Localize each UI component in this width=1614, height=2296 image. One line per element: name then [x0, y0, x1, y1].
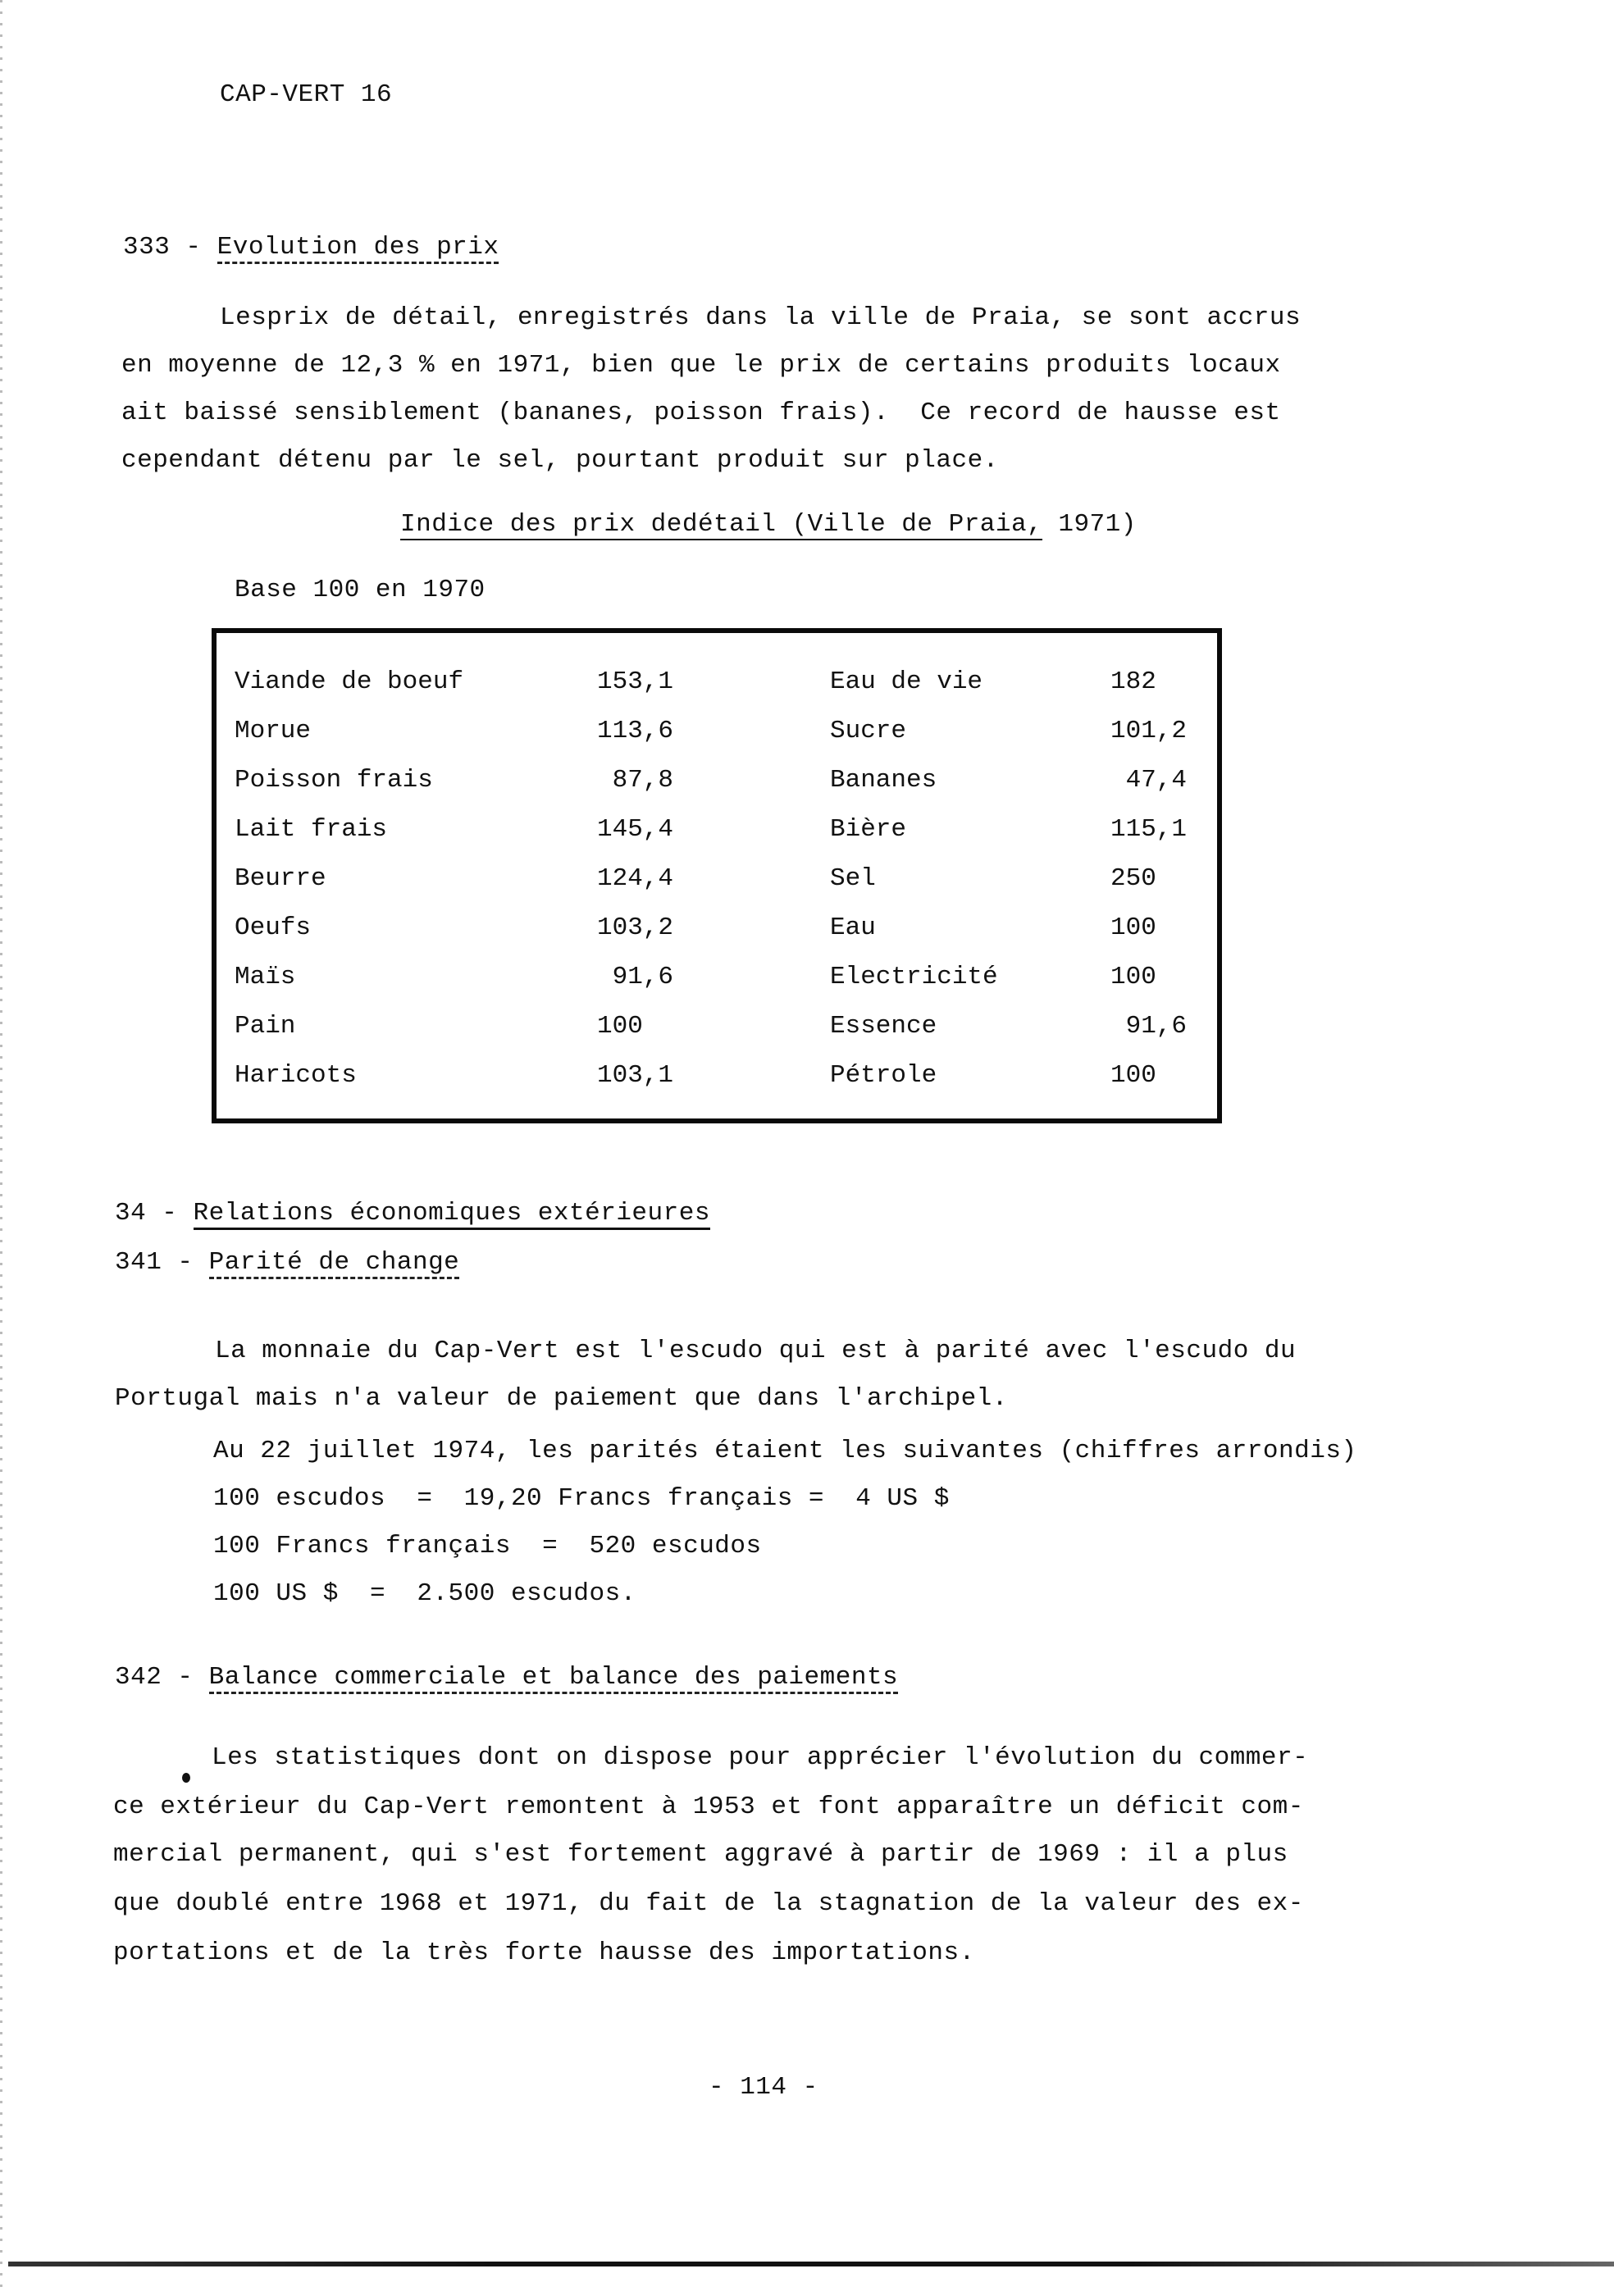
table-row: [217, 1059, 1217, 1092]
paragraph-line: Lesprix de détail, enregistrés dans la ville de Praia, se sont accrus: [220, 303, 1302, 332]
item-label: Poisson frais: [235, 766, 433, 795]
item-label: Bananes: [830, 766, 937, 795]
parity-line: 100 US $ = 2.500 escudos.: [213, 1579, 636, 1608]
table-title-underlined: Indice des prix dedétail (Ville de Praia,: [400, 510, 1043, 539]
item-label: Sel: [830, 864, 876, 893]
item-label: Haricots: [235, 1061, 357, 1090]
item-label: Sucre: [830, 717, 907, 745]
item-label: Maïs: [235, 963, 296, 991]
paragraph-line: La monnaie du Cap-Vert est l'escudo qui est à parité avec l'escudo du: [215, 1337, 1297, 1365]
table-row: [217, 764, 1217, 797]
section-number: 341 -: [115, 1248, 194, 1277]
paragraph-line: mercial permanent, qui s'est fortement aggravé à partir de 1969 : il a plus: [113, 1840, 1288, 1869]
item-label: Eau de vie: [830, 667, 983, 696]
parity-line: 100 Francs français = 520 escudos: [213, 1532, 762, 1560]
paragraph-line: portations et de la très forte hausse des importations.: [113, 1938, 975, 1967]
item-value: 87,8: [597, 766, 674, 795]
section-number: 34 -: [115, 1199, 178, 1228]
item-label: Pain: [235, 1012, 296, 1041]
item-value: 101,2: [1110, 717, 1188, 745]
paragraph-line: en moyenne de 12,3 % en 1971, bien que le prix de certains produits locaux: [121, 351, 1281, 380]
paragraph-line: Portugal mais n'a valeur de paiement que dans l'archipel.: [115, 1384, 1008, 1413]
item-value: 100: [597, 1012, 643, 1041]
table-row: [217, 912, 1217, 945]
table-title-rest: 1971): [1042, 510, 1137, 539]
paragraph-line: Les statistiques dont on dispose pour apprécier l'évolution du commer-: [212, 1743, 1309, 1772]
table-row: [217, 1010, 1217, 1043]
item-value: 91,6: [1110, 1012, 1188, 1041]
item-value: 100: [1110, 913, 1156, 942]
item-value: 103,2: [597, 913, 674, 942]
section-title: Relations économiques extérieures: [194, 1199, 710, 1230]
item-label: Eau: [830, 913, 876, 942]
section-34-heading: [115, 1197, 710, 1230]
item-value: 182: [1110, 667, 1156, 696]
item-value: 124,4: [597, 864, 674, 893]
item-label: Bière: [830, 815, 907, 844]
section-title: Balance commerciale et balance des paiements: [209, 1663, 899, 1694]
item-label: Viande de boeuf: [235, 667, 464, 696]
paragraph-line: ce extérieur du Cap-Vert remontent à 1953 et font apparaître un déficit com-: [113, 1793, 1304, 1821]
section-number: 333 -: [123, 233, 202, 262]
item-value: 103,1: [597, 1061, 674, 1090]
section-342-heading: [115, 1661, 898, 1694]
table-row: [217, 961, 1217, 994]
section-number: 342 -: [115, 1663, 194, 1692]
item-value: 100: [1110, 963, 1156, 991]
table-row: [217, 715, 1217, 748]
table-row: [217, 863, 1217, 895]
item-value: 47,4: [1110, 766, 1188, 795]
item-value: 91,6: [597, 963, 674, 991]
parity-line: 100 escudos = 19,20 Francs français = 4 US $: [213, 1484, 950, 1513]
item-label: Beurre: [235, 864, 326, 893]
price-index-table: [212, 628, 1222, 1123]
item-label: Oeufs: [235, 913, 312, 942]
item-label: Lait frais: [235, 815, 388, 844]
page-number: - 114 -: [709, 2073, 818, 2102]
section-title: Evolution des prix: [217, 233, 499, 264]
scan-edge: [0, 0, 2, 2296]
item-label: Pétrole: [830, 1061, 937, 1090]
running-title: CAP-VERT 16: [220, 80, 393, 109]
item-value: 145,4: [597, 815, 674, 844]
item-value: 250: [1110, 864, 1156, 893]
paragraph-line: ait baissé sensiblement (bananes, poisson frais). Ce record de hausse est: [121, 399, 1281, 427]
table-base-note: Base 100 en 1970: [235, 576, 486, 604]
ink-dot-mark: [182, 1773, 190, 1783]
table-title: [400, 508, 1137, 541]
item-value: 113,6: [597, 717, 674, 745]
item-value: 115,1: [1110, 815, 1188, 844]
parity-intro: Au 22 juillet 1974, les parités étaient les suivantes (chiffres arrondis): [213, 1437, 1357, 1465]
item-label: Morue: [235, 717, 312, 745]
table-row: [217, 666, 1217, 699]
paragraph-line: que doublé entre 1968 et 1971, du fait de la stagnation de la valeur des ex-: [113, 1889, 1304, 1918]
table-row: [217, 813, 1217, 846]
item-label: Electricité: [830, 963, 998, 991]
section-title: Parité de change: [209, 1248, 460, 1279]
section-333-heading: [123, 231, 499, 264]
page-bottom-rule: [8, 2262, 1614, 2266]
section-341-heading: [115, 1246, 459, 1279]
paragraph-line: cependant détenu par le sel, pourtant produit sur place.: [121, 446, 999, 475]
item-label: Essence: [830, 1012, 937, 1041]
item-value: 100: [1110, 1061, 1156, 1090]
item-value: 153,1: [597, 667, 674, 696]
